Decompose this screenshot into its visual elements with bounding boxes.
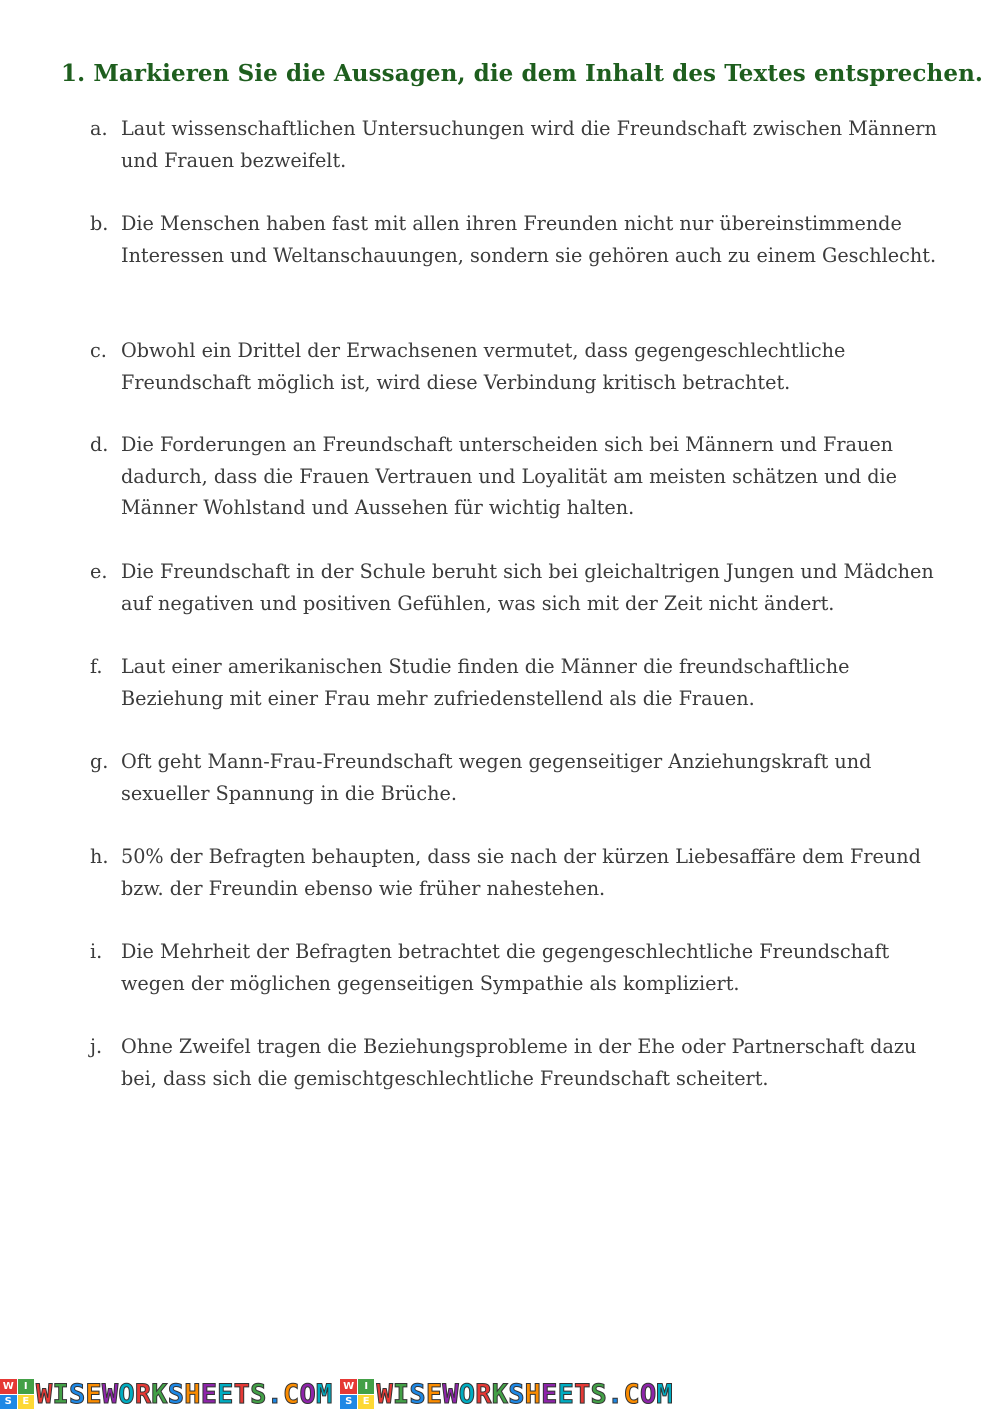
statement-letter: j.	[90, 1035, 103, 1058]
statement-text: Die Menschen haben fast mit allen ihren Freunden nicht nur übereinstimmende Interessen und Weltanschauungen, sondern sie gehören auch zu einem Geschlecht.	[121, 212, 937, 267]
statement-text: Die Freundschaft in der Schule beruht sich bei gleichaltrigen Jungen und Mädchen auf negativen und positiven Gefühlen, was sich mit der Zeit nicht ändert.	[121, 560, 934, 615]
statement-text: Oft geht Mann-Frau-Freundschaft wegen gegenseitiger Anziehungskraft und sexueller Spannung in die Brüche.	[121, 750, 872, 805]
statement-letter: d.	[90, 433, 109, 456]
statement-text: 50% der Befragten behaupten, dass sie nach der kürzen Liebesaffäre dem Freund bzw. der Freundin ebenso wie früher nahestehen.	[121, 845, 921, 900]
statement-text: Laut wissenschaftlichen Untersuchungen wird die Freundschaft zwischen Männern und Frauen bezweifelt.	[121, 117, 937, 172]
statement-item	[90, 429, 950, 524]
worksheet-heading: 1. Markieren Sie die Aussagen, die dem Inhalt des Textes entsprechen.	[61, 60, 984, 87]
logo-cell: S	[0, 1395, 17, 1410]
logo-cell: I	[358, 1379, 375, 1394]
brand-logo-icon	[340, 1379, 374, 1409]
statement-text: Die Mehrheit der Befragten betrachtet die gegengeschlechtliche Freundschaft wegen der möglichen gegenseitigen Sympathie als kompliziert.	[121, 940, 890, 995]
logo-cell: E	[18, 1395, 35, 1410]
statement-letter: h.	[90, 845, 109, 868]
statement-text: Obwohl ein Drittel der Erwachsenen vermutet, dass gegengeschlechtliche Freundschaft möglich ist, wird diese Verbindung kritisch betrachtet.	[121, 339, 846, 394]
brand-text: WISEWORKSHEETS.COM	[376, 1378, 673, 1410]
statement-item	[90, 936, 950, 999]
statement-item	[90, 113, 950, 176]
statement-letter: f.	[90, 655, 103, 678]
statement-text: Die Forderungen an Freundschaft unterscheiden sich bei Männern und Frauen dadurch, dass die Frauen Vertrauen und Loyalität am meisten schätzen und die Männer Wohlstand und Aussehen für wichtig halten.	[121, 433, 898, 519]
brand-text: WISEWORKSHEETS.COM	[36, 1378, 333, 1410]
statement-item	[90, 556, 950, 619]
logo-cell: W	[340, 1379, 357, 1394]
statement-letter: i.	[90, 940, 103, 963]
statement-item	[90, 746, 950, 809]
brand-watermark	[340, 1379, 672, 1410]
brand-logo-icon	[0, 1379, 34, 1409]
footer-watermark	[0, 1378, 1000, 1410]
statement-text: Laut einer amerikanischen Studie finden die Männer die freundschaftliche Beziehung mit einer Frau mehr zufriedenstellend als die Frauen.	[121, 655, 850, 710]
statement-item	[90, 335, 950, 398]
brand-watermark	[0, 1379, 332, 1410]
statement-letter: c.	[90, 339, 107, 362]
logo-cell: S	[340, 1395, 357, 1410]
statement-item	[90, 208, 950, 271]
logo-cell: E	[358, 1395, 375, 1410]
statement-item	[90, 651, 950, 714]
statement-text: Ohne Zweifel tragen die Beziehungsprobleme in der Ehe oder Partnerschaft dazu bei, dass sich die gemischtgeschlechtliche Freundschaft scheitert.	[121, 1035, 917, 1090]
logo-cell: W	[0, 1379, 17, 1394]
statement-letter: b.	[90, 212, 109, 235]
statement-item	[90, 841, 950, 904]
statement-letter: e.	[90, 560, 108, 583]
logo-cell: I	[18, 1379, 35, 1394]
statement-item	[90, 1031, 950, 1094]
statement-letter: g.	[90, 750, 109, 773]
statement-letter: a.	[90, 117, 108, 140]
